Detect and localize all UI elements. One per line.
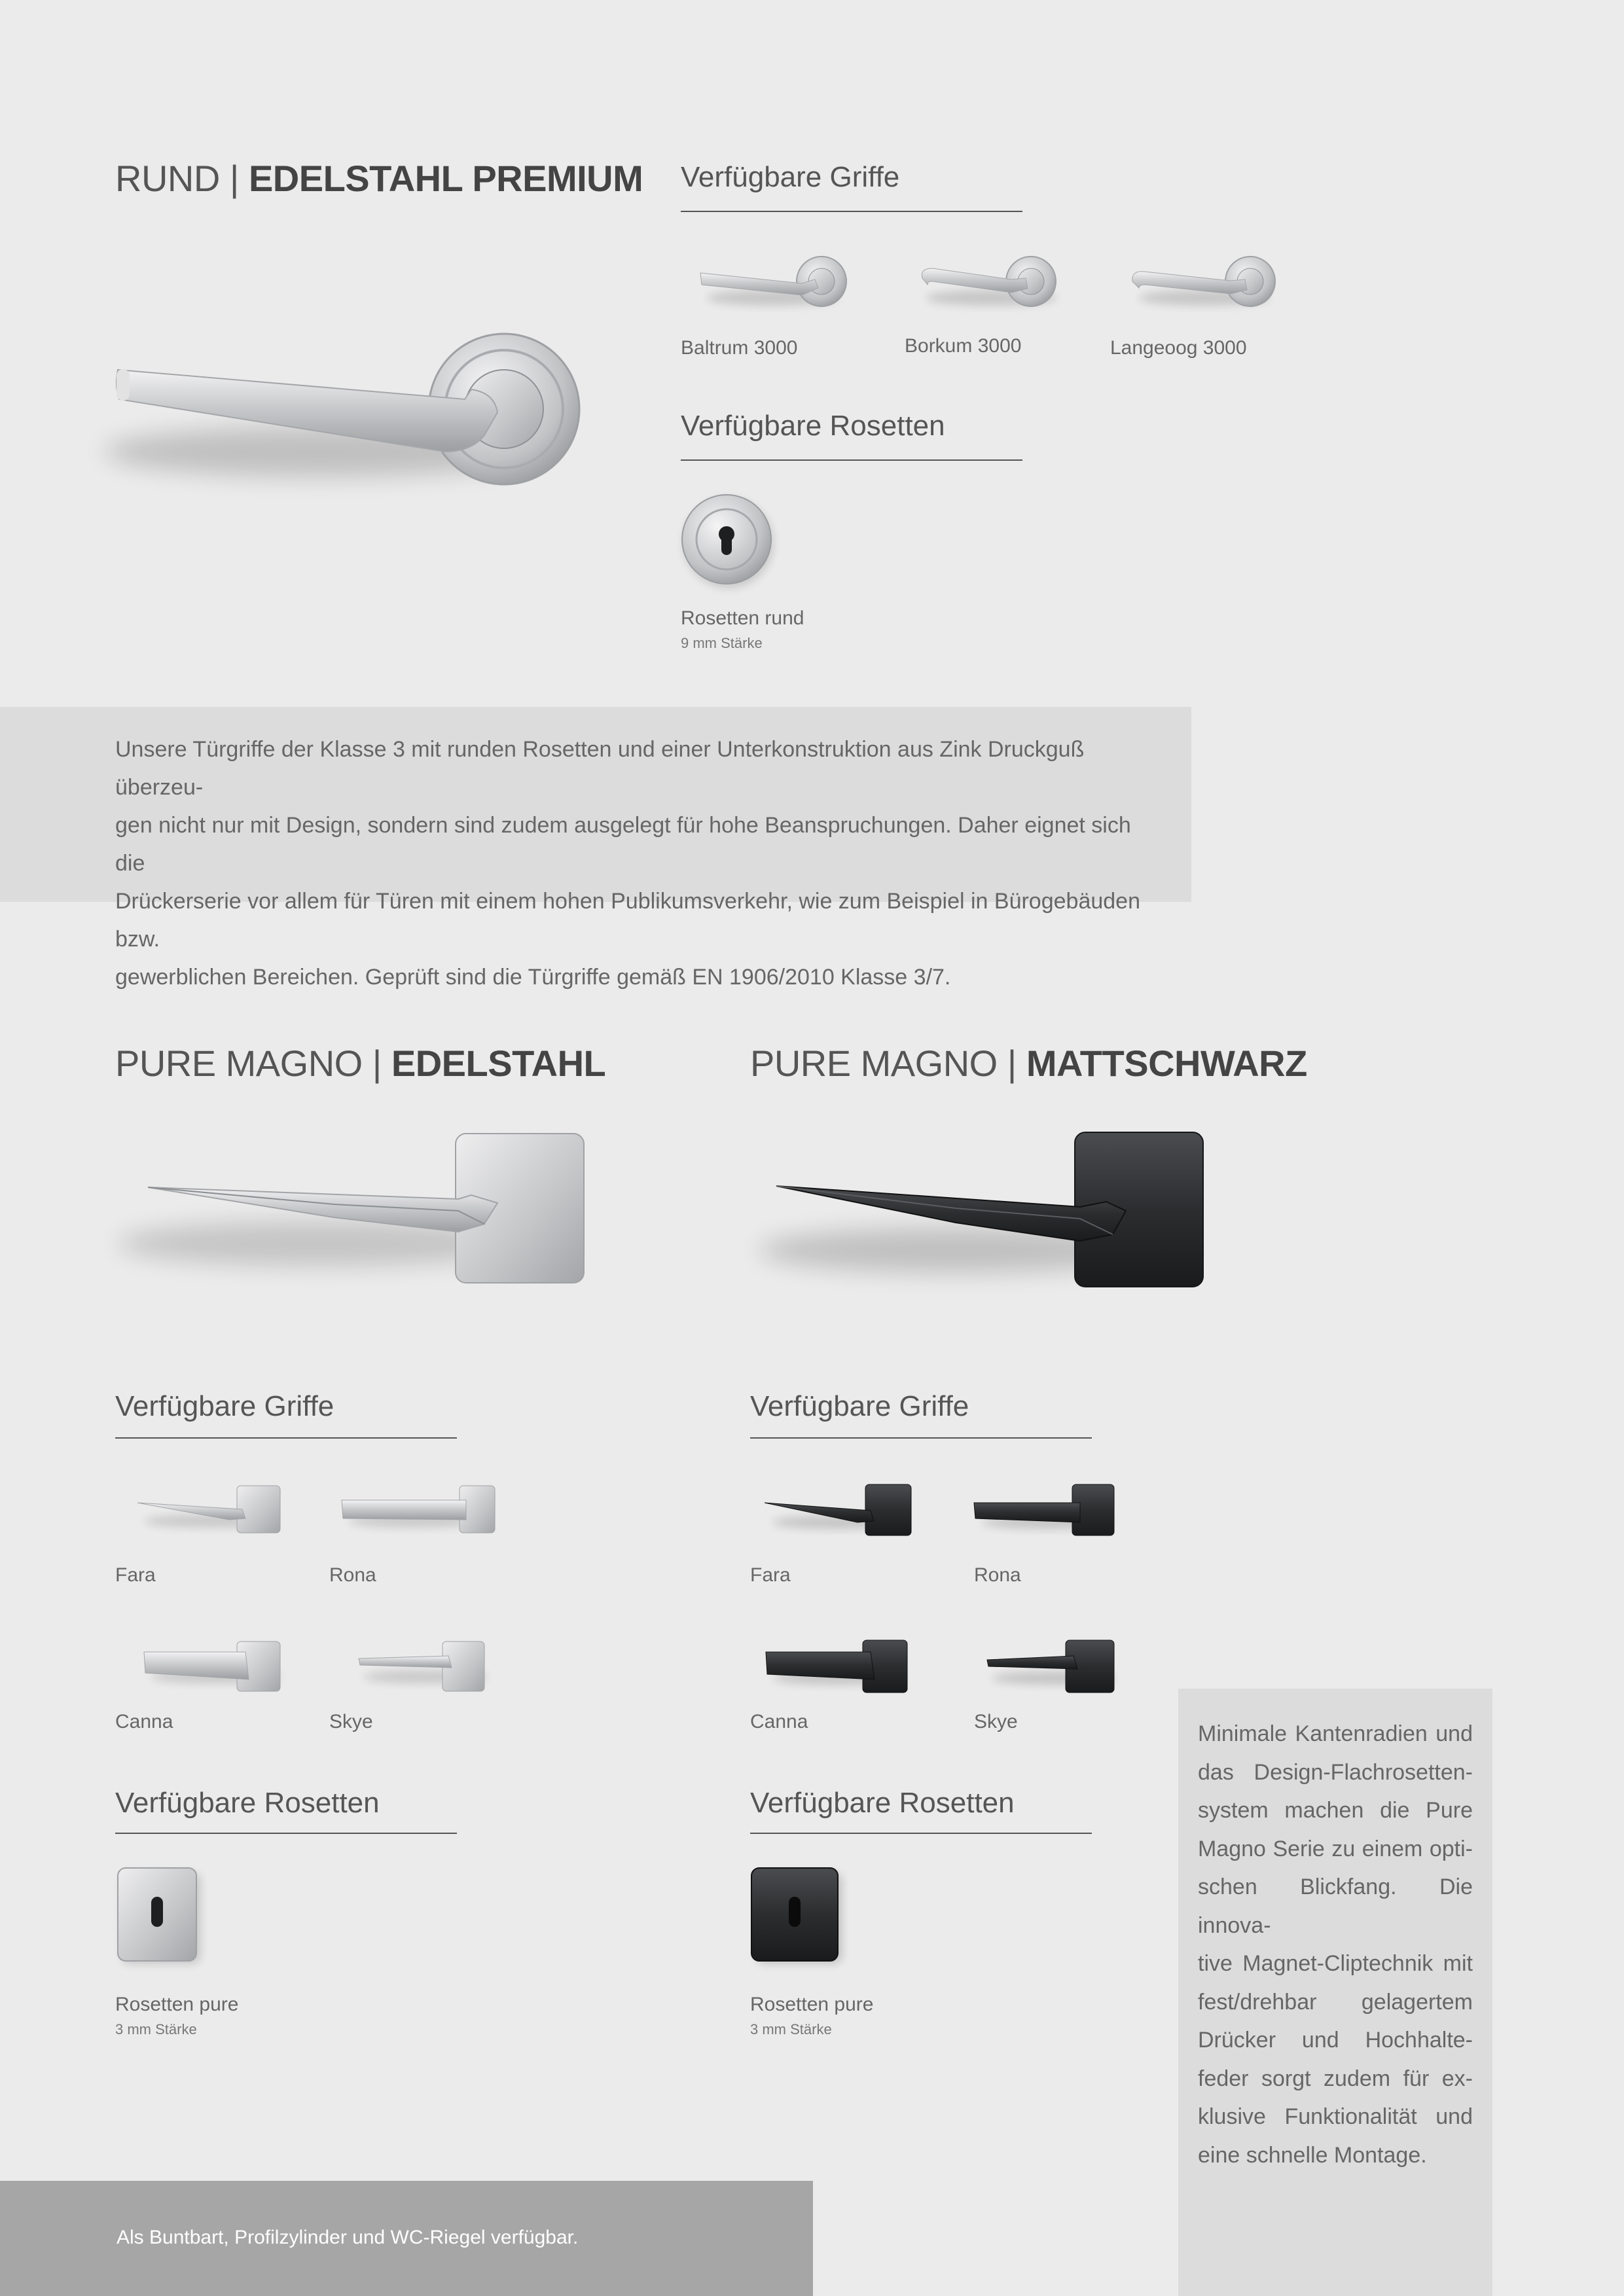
section2-title-bold: EDELSTAHL	[391, 1043, 606, 1084]
pure-magno-steel-handle-image	[105, 1126, 602, 1322]
round-rosette-image	[679, 492, 778, 590]
section2-griffe-rule	[115, 1437, 457, 1439]
section1-title-bold: EDELSTAHL PREMIUM	[248, 158, 643, 199]
section1-rosetten-heading: Verfügbare Rosetten	[681, 410, 945, 442]
black-griffe-label-canna: Canna	[750, 1711, 808, 1732]
steel-handle-fara-image	[131, 1480, 288, 1539]
section1-title-light: RUND	[115, 158, 220, 199]
section1-rosette-name: Rosetten rund	[681, 607, 804, 629]
section1-griffe-rule	[681, 211, 1022, 212]
black-handle-fara-image	[759, 1480, 916, 1539]
steel-handle-rona-image	[335, 1480, 492, 1539]
section3-rosette-name: Rosetten pure	[750, 1994, 874, 2015]
section1-rosetten-rule	[681, 459, 1022, 461]
section3-title-light: PURE MAGNO	[750, 1043, 998, 1084]
section3-rosetten-rule	[750, 1833, 1092, 1834]
section3-rosette-thickness: 3 mm Stärke	[750, 2021, 832, 2037]
section3-rosetten-heading: Verfügbare Rosetten	[750, 1787, 1015, 1819]
steel-griffe-label-rona: Rona	[329, 1564, 376, 1586]
sidebar-line: das Design-Flachrosetten-	[1198, 1759, 1473, 1785]
section3-griffe-heading: Verfügbare Griffe	[750, 1390, 969, 1422]
sidebar-line: system machen die Pure	[1198, 1798, 1473, 1823]
title-separator: |	[229, 158, 239, 199]
section2-griffe-heading: Verfügbare Griffe	[115, 1390, 334, 1422]
steel-handle-skye-image	[353, 1636, 497, 1695]
handle-baltrum-image	[694, 252, 851, 317]
steel-griffe-label-canna: Canna	[115, 1711, 173, 1732]
sidebar-line: Drücker und Hochhalte-	[1198, 2028, 1473, 2053]
sidebar-line: feder sorgt zudem für ex-	[1198, 2066, 1473, 2091]
title-separator: |	[1007, 1043, 1017, 1084]
sidebar-line: fest/drehbar gelagertem	[1198, 1989, 1473, 2015]
black-handle-rona-image	[969, 1480, 1126, 1539]
sidebar-line: Minimale Kantenradien und	[1198, 1721, 1473, 1746]
section2-title	[115, 1042, 605, 1085]
steel-griffe-label-fara: Fara	[115, 1564, 156, 1586]
sidebar-line: klusive Funktionalität und	[1198, 2104, 1473, 2129]
steel-griffe-label-skye: Skye	[329, 1711, 373, 1732]
section1-title	[115, 157, 643, 200]
griffe-label-baltrum: Baltrum 3000	[681, 337, 798, 359]
section3-title	[750, 1042, 1307, 1085]
description-text	[115, 730, 1156, 996]
section1-griffe-heading: Verfügbare Griffe	[681, 161, 900, 193]
black-griffe-label-fara: Fara	[750, 1564, 791, 1586]
section2-rosetten-rule	[115, 1833, 457, 1834]
description-line: gen nicht nur mit Design, sondern sind zudem ausgelegt für hohe Beanspruchungen. Daher eignet sich die	[115, 813, 1131, 876]
description-line: Unsere Türgriffe der Klasse 3 mit runden Rosetten und einer Unterkonstruktion aus Zink Druckguß überzeu-	[115, 737, 1085, 800]
sidebar-line: Magno Serie zu einem opti-	[1198, 1836, 1473, 1861]
pure-magno-black-handle-image	[740, 1126, 1224, 1322]
sidebar-line: tive Magnet-Cliptechnik mit	[1198, 1951, 1473, 1976]
section2-title-light: PURE MAGNO	[115, 1043, 363, 1084]
section1-rosette-thickness: 9 mm Stärke	[681, 635, 763, 651]
sidebar-line: eine schnelle Montage.	[1198, 2142, 1427, 2168]
title-separator: |	[372, 1043, 382, 1084]
section2-rosette-name: Rosetten pure	[115, 1994, 239, 2015]
black-square-rosette-image	[749, 1865, 847, 1970]
black-handle-canna-image	[759, 1636, 916, 1695]
black-griffe-label-skye: Skye	[974, 1711, 1018, 1732]
griffe-label-langeoog: Langeoog 3000	[1110, 337, 1247, 359]
black-griffe-label-rona: Rona	[974, 1564, 1021, 1586]
footer-bar	[0, 2181, 813, 2296]
round-handle-image	[79, 314, 602, 524]
steel-square-rosette-image	[115, 1865, 207, 1970]
sidebar-text	[1198, 1715, 1473, 2174]
steel-handle-canna-image	[137, 1636, 295, 1695]
sidebar-line: schen Blickfang. Die innova-	[1198, 1874, 1473, 1938]
handle-langeoog-image	[1126, 252, 1283, 317]
section2-rosetten-heading: Verfügbare Rosetten	[115, 1787, 380, 1819]
black-handle-skye-image	[982, 1636, 1126, 1695]
footer-note: Als Buntbart, Profilzylinder und WC-Riegel verfügbar.	[117, 2227, 579, 2248]
handle-borkum-image	[913, 252, 1070, 317]
description-line: gewerblichen Bereichen. Geprüft sind die Türgriffe gemäß EN 1906/2010 Klasse 3/7.	[115, 965, 951, 990]
griffe-label-borkum: Borkum 3000	[905, 335, 1022, 357]
section3-griffe-rule	[750, 1437, 1092, 1439]
section3-title-bold: MATTSCHWARZ	[1026, 1043, 1307, 1084]
section2-rosette-thickness: 3 mm Stärke	[115, 2021, 197, 2037]
description-line: Drückerserie vor allem für Türen mit einem hohen Publikumsverkehr, wie zum Beispiel in Bürogebäuden bzw.	[115, 889, 1140, 952]
